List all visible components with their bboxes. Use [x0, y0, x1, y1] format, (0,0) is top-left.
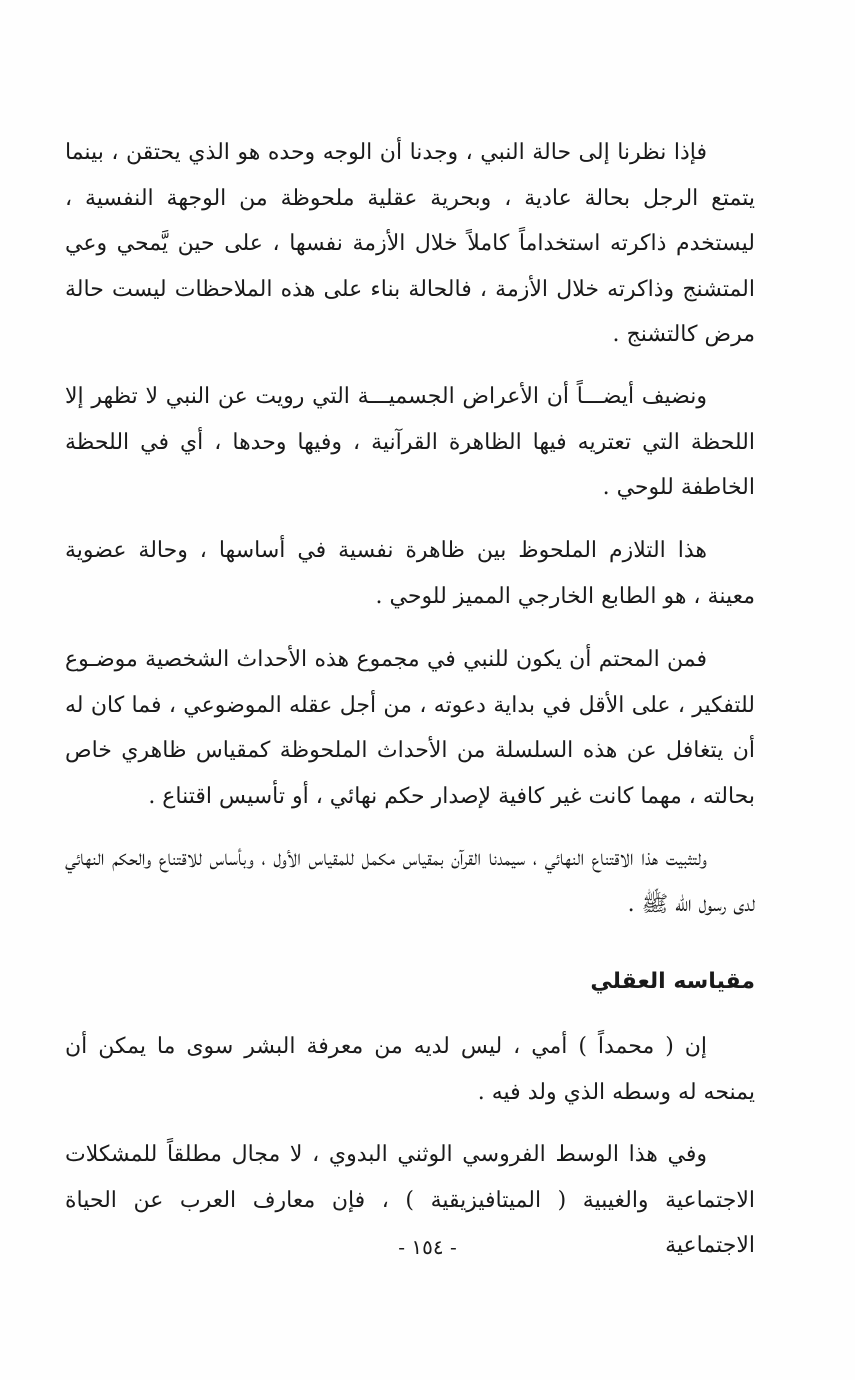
paragraph-5	[65, 836, 755, 927]
paragraph-4	[65, 637, 755, 819]
paragraph-1	[65, 130, 755, 358]
paragraph-text: فمن المحتم أن يكون للنبي في مجموع هذه الأحداث الشخصية موضـوع للتفكير ، على الأقل في بداية دعوته ، من أجل عقله الموضوعي ، فما كان له أن يتغافل عن هذه السلسلة من الأحداث الملحوظة كمقياس ظاهري خاص بحالته ، مهما كانت غير كافية لإصدار حكم نهائي ، أو تأسيس اقتناع .	[65, 647, 755, 809]
paragraph-3	[65, 528, 755, 619]
paragraph-text: فإذا نظرنا إلى حالة النبي ، وجدنا أن الوجه وحده هو الذي يحتقن ، بينما يتمتع الرجل بحالة عادية ، وبحرية عقلية ملحوظة من الوجهة النفسية ، ليستخدم ذاكرته استخداماً كاملاً خلال الأزمة نفسها ، على حين يَّمحي وعي المتشنج وذاكرته خلال الأزمة ، فالحالة بناء على هذه الملاحظات ليست حالة مرض كالتشنج .	[65, 140, 755, 347]
paragraph-2	[65, 374, 755, 511]
paragraph-text: هذا التلازم الملحوظ بين ظاهرة نفسية في أساسها ، وحالة عضوية معينة ، هو الطابع الخارجي المميز للوحي .	[65, 538, 755, 609]
paragraph-text: ولتثبيت هذا الاقتناع النهائي ، سيمدنا القرآن بمقياس مكمل للمقياس الأول ، وبأساس للاقتناع والحكم النهائي لدى رسول الله ﷺ .	[65, 846, 755, 917]
paragraph-text: إن ( محمداً ) أمي ، ليس لديه من معرفة البشر سوى ما يمكن أن يمنحه له وسطه الذي ولد فيه .	[65, 1034, 755, 1105]
section-heading: مقياسه العقلي	[590, 969, 755, 994]
page-number: - ١٥٤ -	[398, 1235, 457, 1259]
paragraph-text: وفي هذا الوسط الفروسي الوثني البدوي ، لا مجال مطلقاً للمشكلات الاجتماعية والغيبية ( الميتافيزيقية ) ، فإن معارف العرب عن الحياة الاجتماعية	[65, 1142, 755, 1258]
paragraph-text: ونضيف أيضـــاً أن الأعراض الجسميـــة التي رويت عن النبي لا تظهر إلا اللحظة التي تعتريه فيها الظاهرة القرآنية ، وفيها وحدها ، أي في اللحظة الخاطفة للوحي .	[65, 384, 755, 500]
paragraph-6	[65, 1024, 755, 1115]
